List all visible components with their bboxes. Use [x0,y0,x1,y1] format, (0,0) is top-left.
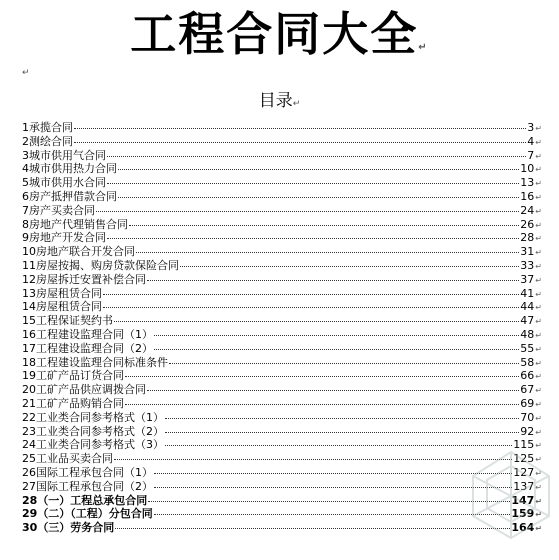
paragraph-mark-icon: ↵ [535,427,542,437]
toc-entry-label: 工业品买卖合同 [36,452,113,466]
toc-dot-leader [107,156,526,157]
toc-entry-label: 工业类合同参考格式（1） [36,410,164,424]
toc-entry-number: 10 [22,245,36,259]
toc-dot-leader [118,169,519,170]
toc-entry[interactable] [22,342,542,356]
toc-entry-number: 21 [22,396,36,410]
toc-entry-label: 工程建设监理合同标准条件 [36,355,168,369]
toc-entry-page: 159 [511,507,535,521]
toc-entry-number: 16 [22,327,36,341]
toc-entry-page: 164 [511,521,535,535]
toc-heading [0,86,559,111]
toc-entry-label: 房地产联合开发合同 [36,245,135,259]
toc-entry-number: 4 [22,162,29,176]
toc-entry-number: 17 [22,341,36,355]
paragraph-mark-icon: ↵ [535,482,542,492]
toc-entry-page: 127 [513,465,535,479]
toc-dot-leader [169,363,519,364]
paragraph-mark-icon: ↵ [535,330,542,340]
toc-entry-label: 工业类合同参考格式（2） [36,424,164,438]
toc-entry[interactable] [22,176,542,190]
toc-entry-label: 房产抵押借款合同 [29,189,117,203]
toc-entry-page: 137 [513,479,535,493]
toc-entry[interactable] [22,259,542,273]
toc-dot-leader [136,252,519,253]
toc-entry[interactable] [22,300,542,314]
toc-entry-label: 房屋租赁合同 [36,300,102,314]
toc-entry-number: 23 [22,424,36,438]
paragraph-mark-icon: ↵ [535,441,542,451]
toc-entry-number: 7 [22,203,29,217]
toc-dot-leader [125,404,519,405]
toc-entry-label: 城市供用气合同 [29,148,106,162]
paragraph-mark-icon: ↵ [535,399,542,409]
toc-entry-number: 11 [22,258,36,272]
toc-entry-label: 国际工程承包合同（1） [36,465,153,479]
toc-entry-number: 29 [22,507,38,521]
toc-dot-leader [154,335,519,336]
paragraph-mark-icon: ↵ [535,220,542,230]
toc-entry-number: 1 [22,121,29,134]
toc-entry[interactable] [22,397,542,411]
toc-entry[interactable] [22,149,542,163]
toc-entry[interactable] [22,218,542,232]
watermark-logo-icon [465,446,557,542]
toc-dot-leader [103,307,519,308]
toc-dot-leader [74,142,526,143]
toc-entry-page: 7 [527,148,535,162]
toc-entry-number: 12 [22,272,36,286]
toc-entry-label: 房屋租赁合同 [36,286,102,300]
toc-entry-label: 工矿产品订货合同 [36,369,124,383]
toc-entry-label: 城市供用水合同 [29,176,106,190]
paragraph-mark-icon: ↵ [535,510,542,520]
toc-entry-label: 房屋按揭、购房贷款保险合同 [36,258,179,272]
toc-dot-leader [154,349,519,350]
toc-entry[interactable] [22,314,542,328]
toc-dot-leader [165,418,519,419]
toc-entry-number: 30 [22,521,38,535]
toc-dot-leader [107,183,519,184]
toc-entry-number: 22 [22,410,36,424]
toc-entry-label: 工矿产品供应调拨合同 [36,383,146,397]
toc-entry-page: 26 [520,217,535,231]
toc-entry-page: 10 [520,162,535,176]
toc-entry-page: 31 [520,245,535,259]
toc-heading-text: 目录 [258,91,293,111]
toc-entry-page: 13 [520,176,535,190]
toc-entry[interactable] [22,438,542,452]
toc-entry[interactable] [22,356,542,370]
toc-entry-page: 70 [520,410,535,424]
toc-entry-page: 47 [520,314,535,328]
toc-entry-label: 房屋拆迁安置补偿合同 [36,272,146,286]
toc-entry-number: 8 [22,217,29,231]
paragraph-mark-icon: ↵ [535,358,542,368]
toc-entry-number: 20 [22,383,36,397]
toc-entry-number: 13 [22,286,36,300]
paragraph-mark-icon: ↵ [535,151,542,161]
toc-entry[interactable] [22,121,542,135]
toc-entry-number: 18 [22,355,36,369]
paragraph-mark-icon: ↵ [292,99,301,109]
paragraph-mark-icon: ↵ [535,179,542,189]
toc-dot-leader [147,390,519,391]
toc-entry-page: 147 [511,493,535,507]
paragraph-mark-icon: ↵ [535,468,542,478]
paragraph-mark-icon: ↵ [535,386,542,396]
toc-dot-leader [154,473,512,474]
toc-entry[interactable] [22,507,542,521]
toc-entry-page: 44 [520,300,535,314]
toc-entry-page: 55 [520,341,535,355]
toc-entry-number: 15 [22,314,36,328]
toc-dot-leader [114,459,512,460]
paragraph-mark-icon: ↵ [535,192,542,202]
toc-dot-leader [114,321,519,322]
toc-entry[interactable] [22,328,542,342]
toc-entry-page: 125 [513,452,535,466]
toc-entry-number: 27 [22,479,36,493]
toc-entry-page: 28 [520,231,535,245]
toc-entry[interactable] [22,452,542,466]
paragraph-mark-icon: ↵ [535,455,542,465]
paragraph-mark-icon: ↵ [535,372,542,382]
toc-entry-label: 房产买卖合同 [29,203,95,217]
toc-entry[interactable] [22,245,542,259]
toc-entry-page: 48 [520,327,535,341]
toc-entry-number: 24 [22,438,36,452]
paragraph-mark-icon: ↵ [535,303,542,313]
toc-entry-label: 工程建设监理合同（1） [36,327,153,341]
toc-entry[interactable] [22,411,542,425]
toc-entry-label: 测绘合同 [29,134,73,148]
toc-entry-label: 城市供用热力合同 [29,162,117,176]
toc-entry[interactable] [22,135,542,149]
toc-entry-label: 国际工程承包合同（2） [36,479,153,493]
toc-entry-page: 33 [520,258,535,272]
toc-entry[interactable] [22,480,542,494]
paragraph-mark-icon: ↵ [535,206,542,216]
paragraph-mark-icon: ↵ [535,289,542,299]
toc-dot-leader [148,501,510,502]
toc-entry-number: 2 [22,134,29,148]
paragraph-mark-icon: ↵ [22,68,30,78]
toc-entry-page: 4 [527,134,535,148]
toc-entry-page: 37 [520,272,535,286]
paragraph-mark-icon: ↵ [535,344,542,354]
toc-entry-number: 6 [22,189,29,203]
toc-entry-page: 92 [520,424,535,438]
toc-dot-leader [103,294,519,295]
toc-entry-label: 工矿产品购销合同 [36,396,124,410]
toc-entry[interactable] [22,425,542,439]
paragraph-mark-icon: ↵ [418,42,429,53]
toc-dot-leader [147,280,519,281]
toc-entry[interactable] [22,466,542,480]
paragraph-mark-icon: ↵ [535,234,542,244]
toc-entry-label: （一）工程总承包合同 [37,493,148,507]
toc-entry-page: 41 [520,286,535,300]
toc-entry-number: 25 [22,452,36,466]
toc-dot-leader [118,197,519,198]
paragraph-mark-icon: ↵ [535,275,542,285]
paragraph-mark-icon: ↵ [535,496,542,506]
toc-entry-label: 工程建设监理合同（2） [36,341,153,355]
toc-entry-page: 58 [520,355,535,369]
paragraph-mark-icon: ↵ [535,524,542,534]
toc-dot-leader [96,211,519,212]
toc-entry-number: 5 [22,176,29,190]
toc-dot-leader [154,487,512,488]
toc-entry-page: 16 [520,189,535,203]
toc-entry[interactable] [22,287,542,301]
paragraph-mark-icon: ↵ [535,261,542,271]
toc-entry-number: 26 [22,465,36,479]
toc-entry-label: 房地产代理销售合同 [29,217,128,231]
toc-entry-page: 3 [527,121,535,134]
paragraph-mark-icon: ↵ [535,165,542,175]
toc-entry-number: 14 [22,300,36,314]
toc-dot-leader [180,266,519,267]
toc-entry[interactable] [22,204,542,218]
toc-entry[interactable] [22,273,542,287]
paragraph-mark-icon: ↵ [535,248,542,258]
toc-dot-leader [107,238,519,239]
toc-entry-label: 工程保证契约书 [36,314,113,328]
toc-entry[interactable] [22,190,542,204]
toc-dot-leader [129,225,519,226]
toc-dot-leader [74,128,526,129]
toc-entry-number: 3 [22,148,29,162]
paragraph-mark-icon: ↵ [535,137,542,147]
toc-entry-number: 9 [22,231,29,245]
table-of-contents [22,121,542,535]
toc-entry[interactable] [22,369,542,383]
toc-entry[interactable] [22,162,542,176]
document-title [0,6,559,76]
toc-entry[interactable] [22,494,542,508]
toc-entry-label: 工业类合同参考格式（3） [36,438,164,452]
toc-entry-number: 28 [22,493,38,507]
toc-dot-leader [125,376,519,377]
toc-entry-label: （三）劳务合同 [37,521,115,535]
toc-entry-page: 66 [520,369,535,383]
paragraph-mark-icon: ↵ [535,124,542,133]
toc-entry-page: 115 [513,438,535,452]
toc-dot-leader [115,528,510,529]
toc-entry-page: 67 [520,383,535,397]
toc-dot-leader [165,445,512,446]
toc-entry-label: 房地产开发合同 [29,231,106,245]
toc-entry-page: 69 [520,396,535,410]
toc-entry[interactable] [22,383,542,397]
toc-entry-label: （二）（工程）分包合同 [37,507,153,521]
paragraph-mark-icon: ↵ [535,317,542,327]
toc-dot-leader [165,432,519,433]
toc-entry-page: 24 [520,203,535,217]
document-title-text: 工程合同大全 [130,7,419,61]
toc-entry-number: 19 [22,369,36,383]
toc-dot-leader [154,514,511,515]
paragraph-mark-icon: ↵ [535,413,542,423]
toc-entry[interactable] [22,521,542,535]
toc-entry-label: 承揽合同 [29,121,73,134]
toc-entry[interactable] [22,231,542,245]
